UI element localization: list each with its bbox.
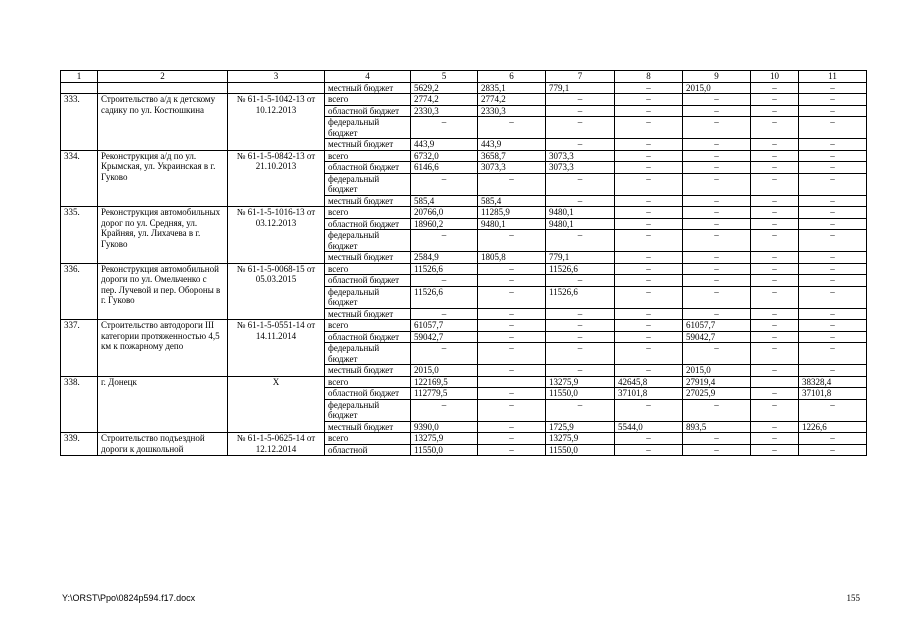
value-cell: – bbox=[615, 139, 683, 151]
value-cell: 27919,4 bbox=[683, 376, 751, 388]
object-number-cell: 339. bbox=[61, 433, 98, 456]
column-number-header: 6 bbox=[478, 71, 546, 83]
value-cell: – bbox=[411, 173, 478, 195]
value-cell: 11550,0 bbox=[411, 444, 478, 456]
value-cell: – bbox=[799, 94, 867, 106]
value-cell: – bbox=[799, 139, 867, 151]
value-cell: – bbox=[478, 275, 546, 287]
document-cell: № 61-1-5-1016-13 от 03.12.2013 bbox=[228, 207, 325, 264]
budget-kind-cell: местный бюджет bbox=[325, 421, 411, 433]
column-number-header: 1 bbox=[61, 71, 98, 83]
value-cell: 585,4 bbox=[411, 195, 478, 207]
column-number-header: 8 bbox=[615, 71, 683, 83]
object-name-cell: Реконструкция а/д по ул. Крымская, ул. Украинская в г. Гуково bbox=[98, 150, 228, 207]
budget-kind-cell: всего bbox=[325, 433, 411, 445]
value-cell: – bbox=[683, 444, 751, 456]
value-cell: 2774,2 bbox=[478, 94, 546, 106]
value-cell: 37101,8 bbox=[799, 388, 867, 400]
object-name-cell: Реконструкция автомобильных дорог по ул. Средняя, ул. Крайняя, ул. Лихачева в г. Гуково bbox=[98, 207, 228, 264]
value-cell: 11526,6 bbox=[411, 286, 478, 308]
value-cell: – bbox=[683, 343, 751, 365]
value-cell: – bbox=[478, 331, 546, 343]
value-cell: – bbox=[546, 331, 615, 343]
value-cell: – bbox=[799, 433, 867, 445]
budget-kind-cell: областной бюджет bbox=[325, 388, 411, 400]
value-cell: 2015,0 bbox=[683, 365, 751, 377]
value-cell: – bbox=[546, 399, 615, 421]
value-cell: – bbox=[478, 308, 546, 320]
value-cell: – bbox=[615, 150, 683, 162]
value-cell: – bbox=[478, 365, 546, 377]
value-cell: – bbox=[751, 218, 799, 230]
column-number-header: 3 bbox=[228, 71, 325, 83]
value-cell: – bbox=[751, 308, 799, 320]
value-cell: – bbox=[546, 365, 615, 377]
value-cell: – bbox=[615, 162, 683, 174]
value-cell: – bbox=[751, 320, 799, 332]
value-cell: 42645,8 bbox=[615, 376, 683, 388]
value-cell: – bbox=[478, 230, 546, 252]
value-cell: – bbox=[799, 252, 867, 264]
value-cell: 5544,0 bbox=[615, 421, 683, 433]
value-cell: – bbox=[478, 343, 546, 365]
budget-kind-cell: областной бюджет bbox=[325, 218, 411, 230]
value-cell: 3073,3 bbox=[546, 162, 615, 174]
value-cell: – bbox=[799, 343, 867, 365]
value-cell: – bbox=[615, 275, 683, 287]
budget-kind-cell: всего bbox=[325, 207, 411, 219]
value-cell: 3073,3 bbox=[546, 150, 615, 162]
table-row bbox=[61, 207, 867, 219]
value-cell: – bbox=[615, 82, 683, 94]
value-cell: – bbox=[751, 117, 799, 139]
value-cell: – bbox=[683, 150, 751, 162]
value-cell: – bbox=[751, 331, 799, 343]
object-number-cell: 335. bbox=[61, 207, 98, 264]
column-number-header: 5 bbox=[411, 71, 478, 83]
budget-kind-cell: федеральный бюджет bbox=[325, 230, 411, 252]
empty-cell bbox=[61, 82, 98, 94]
value-cell: – bbox=[478, 286, 546, 308]
value-cell: – bbox=[478, 444, 546, 456]
column-number-header: 2 bbox=[98, 71, 228, 83]
column-number-header: 7 bbox=[546, 71, 615, 83]
value-cell: 443,9 bbox=[478, 139, 546, 151]
value-cell: – bbox=[615, 94, 683, 106]
value-cell: – bbox=[799, 218, 867, 230]
value-cell: 9480,1 bbox=[478, 218, 546, 230]
value-cell: – bbox=[751, 275, 799, 287]
value-cell: 443,9 bbox=[411, 139, 478, 151]
value-cell: – bbox=[615, 399, 683, 421]
value-cell: 11285,9 bbox=[478, 207, 546, 219]
object-name-cell: Строительство а/д к детскому садику по ул. Костюшкина bbox=[98, 94, 228, 151]
value-cell: – bbox=[615, 365, 683, 377]
value-cell: – bbox=[751, 105, 799, 117]
value-cell: – bbox=[799, 150, 867, 162]
value-cell: 13275,9 bbox=[546, 376, 615, 388]
value-cell: 11526,6 bbox=[546, 263, 615, 275]
value-cell: – bbox=[683, 105, 751, 117]
value-cell: – bbox=[751, 343, 799, 365]
value-cell: – bbox=[615, 252, 683, 264]
value-cell: – bbox=[751, 388, 799, 400]
value-cell: – bbox=[615, 320, 683, 332]
value-cell: 779,1 bbox=[546, 252, 615, 264]
value-cell: 13275,9 bbox=[546, 433, 615, 445]
value-cell: – bbox=[615, 263, 683, 275]
value-cell: – bbox=[683, 207, 751, 219]
value-cell: – bbox=[751, 365, 799, 377]
value-cell: 2584,9 bbox=[411, 252, 478, 264]
value-cell: – bbox=[799, 444, 867, 456]
value-cell: – bbox=[546, 94, 615, 106]
value-cell: – bbox=[615, 331, 683, 343]
budget-kind-cell: федеральный бюджет bbox=[325, 117, 411, 139]
value-cell: 37101,8 bbox=[615, 388, 683, 400]
value-cell: – bbox=[799, 399, 867, 421]
table-row bbox=[61, 433, 867, 445]
table-row bbox=[61, 94, 867, 106]
value-cell: 2330,3 bbox=[411, 105, 478, 117]
budget-kind-cell: всего bbox=[325, 150, 411, 162]
column-number-header: 4 bbox=[325, 71, 411, 83]
value-cell: – bbox=[683, 195, 751, 207]
value-cell: – bbox=[478, 388, 546, 400]
value-cell: 585,4 bbox=[478, 195, 546, 207]
budget-kind-cell: всего bbox=[325, 94, 411, 106]
budget-kind-cell: федеральный бюджет bbox=[325, 173, 411, 195]
value-cell: 6146,6 bbox=[411, 162, 478, 174]
budget-kind-cell: местный бюджет bbox=[325, 308, 411, 320]
value-cell: – bbox=[478, 421, 546, 433]
value-cell: 11526,6 bbox=[546, 286, 615, 308]
value-cell: – bbox=[751, 263, 799, 275]
value-cell: 61057,7 bbox=[683, 320, 751, 332]
value-cell: 61057,7 bbox=[411, 320, 478, 332]
value-cell: 2835,1 bbox=[478, 82, 546, 94]
value-cell: – bbox=[799, 263, 867, 275]
document-cell: № 61-1-5-0625-14 от 12.12.2014 bbox=[228, 433, 325, 456]
document-cell: № 61-1-5-0842-13 от 21.10.2013 bbox=[228, 150, 325, 207]
value-cell: – bbox=[751, 230, 799, 252]
value-cell: – bbox=[683, 117, 751, 139]
value-cell: 59042,7 bbox=[411, 331, 478, 343]
value-cell: – bbox=[411, 230, 478, 252]
value-cell: – bbox=[615, 343, 683, 365]
value-cell: 18960,2 bbox=[411, 218, 478, 230]
object-number-cell: 334. bbox=[61, 150, 98, 207]
value-cell: – bbox=[751, 444, 799, 456]
document-cell: № 61-1-5-0551-14 от 14.11.2014 bbox=[228, 320, 325, 377]
document-cell: № 61-1-5-1042-13 от 10.12.2013 bbox=[228, 94, 325, 151]
value-cell: – bbox=[683, 94, 751, 106]
value-cell: 1725,9 bbox=[546, 421, 615, 433]
value-cell: – bbox=[799, 331, 867, 343]
value-cell: – bbox=[751, 252, 799, 264]
value-cell: – bbox=[546, 173, 615, 195]
value-cell: – bbox=[615, 308, 683, 320]
value-cell: 11526,6 bbox=[411, 263, 478, 275]
budget-kind-cell: всего bbox=[325, 263, 411, 275]
value-cell: – bbox=[751, 195, 799, 207]
value-cell: – bbox=[751, 173, 799, 195]
table-row bbox=[61, 263, 867, 275]
value-cell: – bbox=[751, 433, 799, 445]
value-cell bbox=[751, 376, 799, 388]
value-cell: – bbox=[615, 173, 683, 195]
value-cell: – bbox=[683, 275, 751, 287]
value-cell: – bbox=[751, 150, 799, 162]
budget-kind-cell: федеральный бюджет bbox=[325, 286, 411, 308]
value-cell: – bbox=[546, 230, 615, 252]
value-cell: – bbox=[683, 162, 751, 174]
value-cell: 6732,0 bbox=[411, 150, 478, 162]
value-cell: – bbox=[546, 320, 615, 332]
value-cell: – bbox=[751, 162, 799, 174]
object-name-cell: Реконструкция автомобильной дороги по ул. Омельченко с пер. Лучевой и пер. Обороны в г. Гуково bbox=[98, 263, 228, 320]
value-cell: – bbox=[751, 207, 799, 219]
value-cell: – bbox=[411, 308, 478, 320]
value-cell: – bbox=[683, 399, 751, 421]
object-name-cell: г. Донецк bbox=[98, 376, 228, 433]
value-cell: 27025,9 bbox=[683, 388, 751, 400]
value-cell: – bbox=[615, 433, 683, 445]
budget-kind-cell: областной бюджет bbox=[325, 105, 411, 117]
budget-kind-cell: местный бюджет bbox=[325, 195, 411, 207]
value-cell: – bbox=[683, 139, 751, 151]
value-cell: – bbox=[799, 365, 867, 377]
value-cell: – bbox=[799, 308, 867, 320]
value-cell: – bbox=[546, 308, 615, 320]
value-cell: – bbox=[751, 139, 799, 151]
value-cell: 779,1 bbox=[546, 82, 615, 94]
budget-kind-cell: федеральный бюджет bbox=[325, 399, 411, 421]
value-cell: – bbox=[751, 421, 799, 433]
value-cell: – bbox=[411, 399, 478, 421]
value-cell: – bbox=[799, 195, 867, 207]
value-cell: 9480,1 bbox=[546, 207, 615, 219]
value-cell: 112779,5 bbox=[411, 388, 478, 400]
value-cell: – bbox=[799, 82, 867, 94]
value-cell: – bbox=[478, 117, 546, 139]
object-number-cell: 337. bbox=[61, 320, 98, 377]
value-cell: 13275,9 bbox=[411, 433, 478, 445]
budget-kind-cell: местный бюджет bbox=[325, 252, 411, 264]
value-cell: – bbox=[683, 173, 751, 195]
budget-table bbox=[60, 70, 867, 456]
value-cell: – bbox=[478, 399, 546, 421]
value-cell: – bbox=[615, 207, 683, 219]
value-cell: – bbox=[478, 263, 546, 275]
value-cell: – bbox=[546, 117, 615, 139]
object-name-cell: Строительство автодороги III категории протяженностью 4,5 км к пожарному депо bbox=[98, 320, 228, 377]
object-number-cell: 338. bbox=[61, 376, 98, 433]
budget-kind-cell: местный бюджет bbox=[325, 365, 411, 377]
value-cell: – bbox=[615, 195, 683, 207]
budget-kind-cell: федеральный бюджет bbox=[325, 343, 411, 365]
value-cell: 5629,2 bbox=[411, 82, 478, 94]
value-cell: – bbox=[799, 162, 867, 174]
value-cell: 2015,0 bbox=[411, 365, 478, 377]
value-cell: – bbox=[546, 195, 615, 207]
value-cell: 9480,1 bbox=[546, 218, 615, 230]
value-cell: – bbox=[546, 343, 615, 365]
value-cell: – bbox=[546, 139, 615, 151]
value-cell: 20766,0 bbox=[411, 207, 478, 219]
value-cell: – bbox=[615, 117, 683, 139]
value-cell: – bbox=[751, 82, 799, 94]
column-number-header: 10 bbox=[751, 71, 799, 83]
object-name-cell: Строительство подъездной дороги к дошкольной bbox=[98, 433, 228, 456]
value-cell: 122169,5 bbox=[411, 376, 478, 388]
empty-cell bbox=[98, 82, 228, 94]
value-cell: – bbox=[799, 275, 867, 287]
value-cell: – bbox=[546, 105, 615, 117]
value-cell: – bbox=[546, 275, 615, 287]
object-number-cell: 336. bbox=[61, 263, 98, 320]
value-cell: – bbox=[478, 320, 546, 332]
value-cell: – bbox=[799, 286, 867, 308]
budget-kind-cell: всего bbox=[325, 320, 411, 332]
value-cell: – bbox=[683, 433, 751, 445]
value-cell: – bbox=[683, 218, 751, 230]
value-cell: – bbox=[799, 230, 867, 252]
value-cell: – bbox=[799, 173, 867, 195]
value-cell: 1805,8 bbox=[478, 252, 546, 264]
value-cell: – bbox=[799, 105, 867, 117]
value-cell: 893,5 bbox=[683, 421, 751, 433]
value-cell: 2015,0 bbox=[683, 82, 751, 94]
empty-cell bbox=[228, 82, 325, 94]
value-cell: – bbox=[411, 343, 478, 365]
value-cell: – bbox=[411, 117, 478, 139]
budget-kind-cell: местный бюджет bbox=[325, 82, 411, 94]
value-cell: – bbox=[478, 173, 546, 195]
value-cell: 1226,6 bbox=[799, 421, 867, 433]
value-cell: – bbox=[683, 286, 751, 308]
value-cell: 9390,0 bbox=[411, 421, 478, 433]
table-row bbox=[61, 320, 867, 332]
value-cell: – bbox=[683, 263, 751, 275]
budget-kind-cell: всего bbox=[325, 376, 411, 388]
value-cell bbox=[478, 376, 546, 388]
value-cell: 11550,0 bbox=[546, 444, 615, 456]
value-cell: 11550,0 bbox=[546, 388, 615, 400]
value-cell: – bbox=[799, 207, 867, 219]
value-cell: – bbox=[615, 286, 683, 308]
budget-kind-cell: областной бюджет bbox=[325, 275, 411, 287]
budget-table-container bbox=[60, 70, 867, 456]
value-cell: – bbox=[615, 230, 683, 252]
document-cell: № 61-1-5-0068-15 от 05.03.2015 bbox=[228, 263, 325, 320]
value-cell: – bbox=[751, 94, 799, 106]
value-cell: 59042,7 bbox=[683, 331, 751, 343]
value-cell: – bbox=[411, 275, 478, 287]
page-number: 155 bbox=[846, 593, 860, 603]
value-cell: – bbox=[799, 117, 867, 139]
value-cell: – bbox=[615, 105, 683, 117]
budget-kind-cell: областной бюджет bbox=[325, 331, 411, 343]
value-cell: – bbox=[478, 433, 546, 445]
column-number-header: 11 bbox=[799, 71, 867, 83]
table-row bbox=[61, 82, 867, 94]
value-cell: – bbox=[751, 286, 799, 308]
document-cell: Х bbox=[228, 376, 325, 433]
column-number-header: 9 bbox=[683, 71, 751, 83]
budget-kind-cell: областной бюджет bbox=[325, 162, 411, 174]
value-cell: 3073,3 bbox=[478, 162, 546, 174]
value-cell: – bbox=[751, 399, 799, 421]
budget-kind-cell: областной bbox=[325, 444, 411, 456]
value-cell: 2774,2 bbox=[411, 94, 478, 106]
value-cell: – bbox=[615, 218, 683, 230]
budget-kind-cell: местный бюджет bbox=[325, 139, 411, 151]
table-row bbox=[61, 376, 867, 388]
value-cell: 2330,3 bbox=[478, 105, 546, 117]
value-cell: – bbox=[683, 252, 751, 264]
header-row bbox=[61, 71, 867, 83]
value-cell: 38328,4 bbox=[799, 376, 867, 388]
value-cell: – bbox=[799, 320, 867, 332]
object-number-cell: 333. bbox=[61, 94, 98, 151]
value-cell: – bbox=[683, 308, 751, 320]
table-row bbox=[61, 150, 867, 162]
value-cell: – bbox=[683, 230, 751, 252]
value-cell: 3658,7 bbox=[478, 150, 546, 162]
file-path: Y:\ORST\Ppo\0824p594.f17.docx bbox=[62, 593, 196, 603]
value-cell: – bbox=[615, 444, 683, 456]
